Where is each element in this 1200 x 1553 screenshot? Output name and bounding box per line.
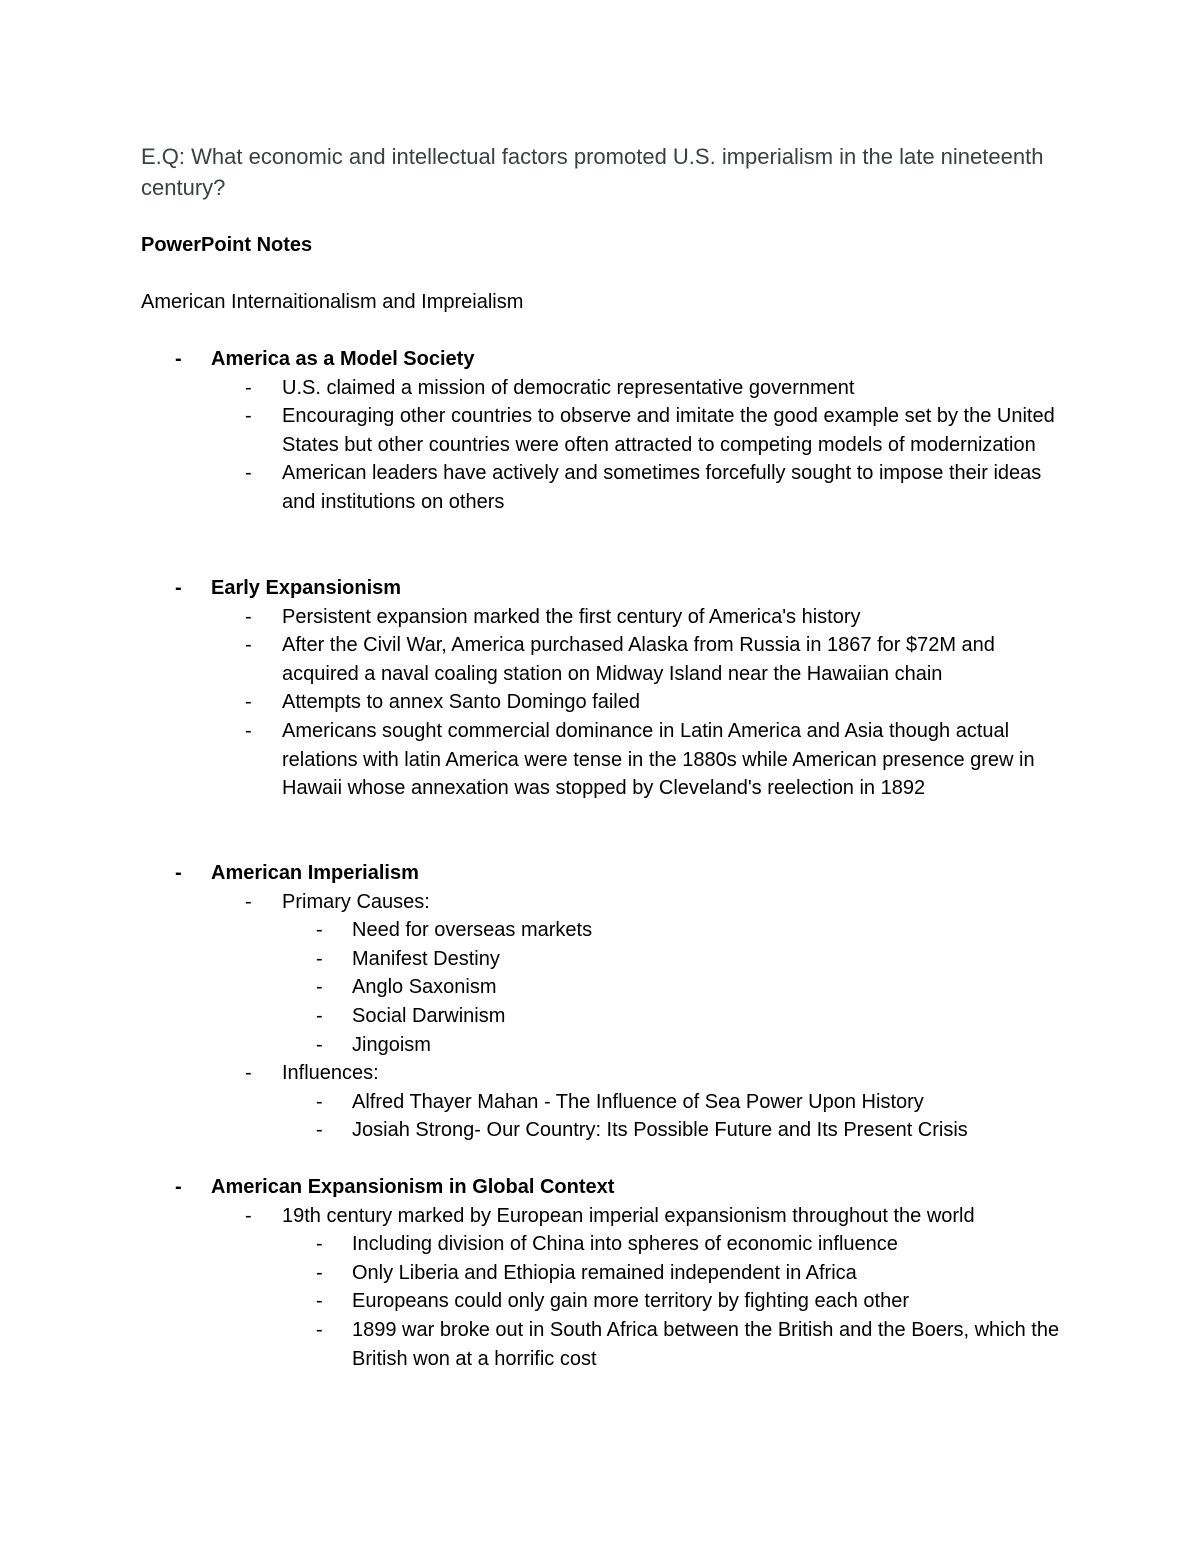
list-item-text: Alfred Thayer Mahan - The Influence of Sea Power Upon History — [352, 1090, 924, 1113]
list-item — [141, 459, 1071, 516]
section-american-imperialism — [141, 859, 1071, 1145]
list-item-text: Manifest Destiny — [352, 947, 500, 970]
dash-bullet: - — [175, 1176, 182, 1198]
list-item — [141, 603, 1071, 632]
list-item-text: Americans sought commercial dominance in Latin America and Asia though actual relations with latin America were tense in the 1880s while American presence grew in Hawaii whose annexation was stopped by Cleveland's reelection in 1892 — [282, 719, 1035, 800]
section-heading-text: American Expansionism in Global Context — [211, 1176, 615, 1198]
dash-bullet: - — [316, 1090, 323, 1113]
list-item — [141, 1316, 1071, 1373]
list-item — [141, 888, 1071, 917]
dash-bullet: - — [175, 862, 182, 884]
list-item — [141, 402, 1071, 459]
list-item — [141, 1002, 1071, 1031]
dash-bullet: - — [316, 1233, 323, 1256]
section-heading — [141, 859, 1071, 888]
section-heading-text: Early Expansionism — [211, 577, 402, 599]
dash-bullet: - — [316, 1261, 323, 1284]
list-item-text: Attempts to annex Santo Domingo failed — [282, 691, 640, 714]
list-item — [141, 1287, 1071, 1316]
list-item — [141, 1230, 1071, 1259]
list-item-text: American leaders have actively and sometimes forcefully sought to impose their ideas and institutions on others — [282, 462, 1042, 513]
list-item — [141, 717, 1071, 803]
dash-bullet: - — [316, 1004, 323, 1027]
section-heading-text: American Imperialism — [211, 862, 419, 884]
list-item-text: Including division of China into spheres of economic influence — [352, 1233, 898, 1256]
list-item-text: Social Darwinism — [352, 1004, 506, 1027]
dash-bullet: - — [245, 605, 252, 628]
section-heading — [141, 345, 1071, 374]
dash-bullet: - — [316, 1119, 323, 1142]
list-item — [141, 1116, 1071, 1145]
list-item-text: U.S. claimed a mission of democratic representative government — [282, 376, 855, 399]
list-item-text: Anglo Saxonism — [352, 976, 497, 999]
list-item — [141, 374, 1071, 403]
list-item-text: Only Liberia and Ethiopia remained independent in Africa — [352, 1261, 857, 1284]
dash-bullet: - — [316, 947, 323, 970]
dash-bullet: - — [316, 919, 323, 942]
section-early-expansionism — [141, 574, 1071, 803]
dash-bullet: - — [175, 348, 182, 370]
list-item — [141, 945, 1071, 974]
dash-bullet: - — [316, 1290, 323, 1313]
section-global-context — [141, 1173, 1071, 1373]
outline-list — [141, 345, 1071, 517]
list-item-text: Josiah Strong- Our Country: Its Possible Future and Its Present Crisis — [352, 1119, 968, 1142]
list-item — [141, 1059, 1071, 1088]
list-item — [141, 1202, 1071, 1231]
list-item — [141, 973, 1071, 1002]
notes-subtitle: American Internaitionalism and Impreialism — [141, 291, 524, 313]
list-item-text: Persistent expansion marked the first century of America's history — [282, 605, 861, 628]
dash-bullet: - — [245, 1204, 252, 1227]
list-item — [141, 631, 1071, 688]
dash-bullet: - — [316, 976, 323, 999]
list-item — [141, 1259, 1071, 1288]
section-heading — [141, 1173, 1071, 1202]
list-item — [141, 916, 1071, 945]
dash-bullet: - — [245, 462, 252, 485]
list-item-text: 19th century marked by European imperial expansionism throughout the world — [282, 1204, 975, 1227]
list-item-text: Primary Causes: — [282, 890, 430, 913]
dash-bullet: - — [316, 1033, 323, 1056]
section-heading — [141, 574, 1071, 603]
list-item-text: After the Civil War, America purchased Alaska from Russia in 1867 for $72M and acquired a naval coaling station on Midway Island near the Hawaiian chain — [282, 634, 995, 685]
dash-bullet: - — [175, 577, 182, 599]
document-page — [141, 141, 1071, 1370]
section-model-society — [141, 345, 1071, 517]
outline-list — [141, 859, 1071, 1145]
list-item — [141, 1088, 1071, 1117]
list-item-text: Europeans could only gain more territory by fighting each other — [352, 1290, 909, 1313]
list-item — [141, 688, 1071, 717]
list-item-text: Jingoism — [352, 1033, 431, 1056]
section-heading-text: America as a Model Society — [211, 348, 475, 370]
list-item-text: 1899 war broke out in South Africa between the British and the Boers, which the British won at a horrific cost — [352, 1318, 1060, 1370]
list-item — [141, 1031, 1071, 1060]
dash-bullet: - — [245, 1062, 252, 1085]
outline-list — [141, 1173, 1071, 1373]
notes-title: PowerPoint Notes — [141, 234, 313, 256]
list-item-text: Encouraging other countries to observe and imitate the good example set by the United States but other countries were often attracted to competing models of modernization — [282, 405, 1055, 456]
outline-list — [141, 574, 1071, 803]
dash-bullet: - — [245, 634, 252, 657]
essential-question: E.Q: What economic and intellectual factors promoted U.S. imperialism in the late nineteenth century? — [141, 144, 1044, 200]
list-item-text: Need for overseas markets — [352, 919, 593, 942]
dash-bullet: - — [245, 376, 252, 399]
dash-bullet: - — [245, 691, 252, 714]
dash-bullet: - — [245, 890, 252, 913]
dash-bullet: - — [245, 405, 252, 428]
dash-bullet: - — [245, 719, 252, 742]
list-item-text: Influences: — [282, 1062, 379, 1085]
dash-bullet: - — [316, 1318, 323, 1341]
